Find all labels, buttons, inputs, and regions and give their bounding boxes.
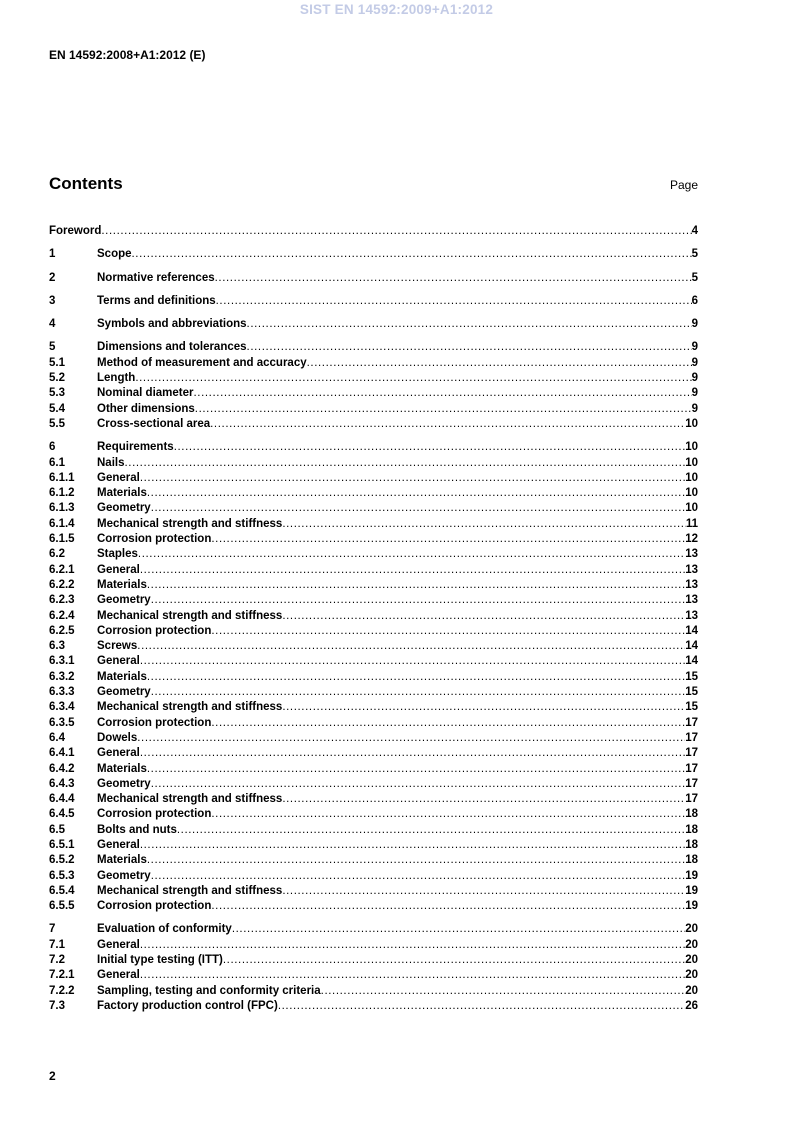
- toc-entry[interactable]: [49, 670, 698, 685]
- toc-entry-title: Symbols and abbreviations: [97, 318, 247, 331]
- toc-entry[interactable]: [49, 371, 698, 386]
- toc-entry-page: 4: [691, 225, 698, 237]
- toc-entry-number: 6.3: [49, 640, 65, 653]
- toc-entry-title: Method of measurement and accuracy: [97, 356, 307, 369]
- toc-entry-page: 10: [685, 471, 698, 484]
- toc-dot-leader: [211, 532, 685, 547]
- toc-dot-leader: [211, 807, 685, 822]
- toc-entry-page: 9: [691, 402, 698, 415]
- toc-entry-title: Factory production control (FPC): [97, 999, 278, 1012]
- toc-entry-page: 20: [685, 923, 698, 936]
- toc-entry[interactable]: [49, 440, 698, 455]
- toc-entry-title: Requirements: [97, 441, 174, 454]
- toc-dot-leader: [140, 654, 685, 669]
- toc-dot-leader: [232, 922, 685, 937]
- toc-entry-number: 7.2: [49, 954, 65, 967]
- toc-entry[interactable]: [49, 869, 698, 884]
- toc-entry-title: Dowels: [97, 731, 138, 744]
- toc-entry-number: 3: [49, 294, 56, 307]
- toc-entry-title: Mechanical strength and stiffness: [97, 701, 283, 714]
- toc-entry-number: 4: [49, 318, 56, 331]
- toc-dot-leader: [151, 685, 686, 700]
- toc-entry[interactable]: [49, 417, 698, 432]
- toc-entry-page: 5: [691, 248, 698, 261]
- toc-entry[interactable]: [49, 853, 698, 868]
- toc-entry-number: 6.2: [49, 548, 65, 561]
- toc-entry-page: 11: [685, 517, 698, 530]
- toc-dot-leader: [177, 823, 685, 838]
- toc-entry-number: 6.3.2: [49, 670, 75, 683]
- toc-group: [49, 271, 698, 286]
- toc-entry-title: General: [97, 838, 140, 851]
- toc-dot-leader: [247, 317, 692, 332]
- toc-entry-title: Normative references: [97, 271, 215, 284]
- toc-dot-leader: [321, 984, 686, 999]
- toc-entry[interactable]: [49, 456, 698, 471]
- toc-entry-page: 20: [685, 969, 698, 982]
- toc-dot-leader: [135, 371, 691, 386]
- toc-group: [49, 247, 698, 262]
- toc-dot-leader: [151, 501, 686, 516]
- toc-entry[interactable]: [49, 402, 698, 417]
- toc-dot-leader: [151, 593, 686, 608]
- toc-entry[interactable]: [49, 317, 698, 332]
- toc-entry-title: Cross-sectional area: [97, 417, 211, 430]
- toc-entry-title: Dimensions and tolerances: [97, 341, 247, 354]
- toc-entry[interactable]: [49, 884, 698, 899]
- toc-dot-leader: [211, 716, 685, 731]
- toc-dot-leader: [140, 563, 685, 578]
- toc-entry-title: Sampling, testing and conformity criteria: [97, 984, 321, 997]
- toc-entry-page: 20: [685, 984, 698, 997]
- page-column-label: Page: [669, 178, 698, 192]
- toc-entry-title: Staples: [97, 548, 138, 561]
- toc-entry[interactable]: [49, 807, 698, 822]
- toc-entry[interactable]: [49, 731, 698, 746]
- toc-entry-title: Materials: [97, 670, 147, 683]
- toc-entry-title: Geometry: [97, 502, 151, 515]
- toc-group: [49, 440, 698, 914]
- toc-dot-leader: [282, 792, 685, 807]
- toc-entry-title: Mechanical strength and stiffness: [97, 884, 283, 897]
- toc-entry-number: 6.4.5: [49, 808, 75, 821]
- toc-group: [49, 317, 698, 332]
- toc-entry-page: 10: [685, 456, 698, 469]
- toc-entry-title: Nails: [97, 456, 125, 469]
- toc-entry-number: 6.2.1: [49, 563, 75, 576]
- toc-entry-page: 18: [685, 854, 698, 867]
- toc-entry-page: 15: [685, 686, 698, 699]
- toc-entry[interactable]: [49, 777, 698, 792]
- toc-dot-leader: [211, 899, 685, 914]
- toc-group: [49, 294, 698, 309]
- toc-entry[interactable]: [49, 294, 698, 309]
- toc-entry-title: Initial type testing (ITT): [97, 954, 223, 967]
- toc-entry[interactable]: [49, 224, 698, 239]
- toc-dot-leader: [138, 547, 685, 562]
- toc-entry[interactable]: [49, 968, 698, 983]
- toc-group: [49, 922, 698, 1014]
- toc-entry-number: 5.2: [49, 372, 65, 385]
- toc-entry[interactable]: [49, 792, 698, 807]
- toc-entry-page: 9: [691, 341, 698, 354]
- toc-entry[interactable]: [49, 593, 698, 608]
- toc-entry[interactable]: [49, 486, 698, 501]
- toc-entry-title: General: [97, 655, 140, 668]
- toc-entry[interactable]: [49, 639, 698, 654]
- toc-dot-leader: [278, 999, 685, 1014]
- toc-dot-leader: [140, 938, 685, 953]
- toc-dot-leader: [307, 356, 692, 371]
- toc-dot-leader: [132, 247, 692, 262]
- toc-entry[interactable]: [49, 746, 698, 761]
- toc-entry-title: General: [97, 563, 140, 576]
- toc-dot-leader: [223, 953, 685, 968]
- toc-entry-number: 7.2.2: [49, 984, 75, 997]
- toc-entry-title: Evaluation of conformity: [97, 923, 232, 936]
- toc-dot-leader: [210, 417, 685, 432]
- toc-entry-page: 13: [685, 578, 698, 591]
- toc-entry-title: Geometry: [97, 777, 151, 790]
- toc-entry-page: 17: [685, 747, 698, 760]
- toc-entry-title: Corrosion protection: [97, 533, 212, 546]
- toc-entry-number: 6.4.3: [49, 777, 75, 790]
- toc-entry-number: 6.5.2: [49, 854, 75, 867]
- toc-entry-page: 17: [685, 762, 698, 775]
- toc-entry-title: Screws: [97, 640, 138, 653]
- toc-entry-number: 6: [49, 441, 56, 454]
- toc-entry-page: 26: [685, 999, 698, 1012]
- toc-dot-leader: [137, 731, 685, 746]
- toc-dot-leader: [140, 471, 685, 486]
- toc-dot-leader: [147, 578, 685, 593]
- toc-entry-title: Materials: [97, 578, 147, 591]
- toc-entry-title: Mechanical strength and stiffness: [97, 793, 283, 806]
- toc-entry-number: 6.5.4: [49, 884, 75, 897]
- toc-entry-page: 9: [691, 372, 698, 385]
- toc-entry-number: 6.5.5: [49, 900, 75, 913]
- toc-entry-number: 6.3.4: [49, 701, 75, 714]
- toc-entry-title: Geometry: [97, 686, 151, 699]
- toc-entry[interactable]: [49, 999, 698, 1014]
- toc-entry-title: Foreword: [49, 225, 102, 237]
- toc-entry-number: 5: [49, 341, 56, 354]
- toc-entry-title: General: [97, 938, 140, 951]
- toc-entry-title: Nominal diameter: [97, 387, 194, 400]
- toc-entry[interactable]: [49, 247, 698, 262]
- toc-dot-leader: [151, 869, 686, 884]
- toc-entry-number: 6.4.4: [49, 793, 75, 806]
- toc-entry-page: 18: [685, 808, 698, 821]
- toc-dot-leader: [282, 517, 686, 532]
- toc-entry[interactable]: [49, 716, 698, 731]
- toc-dot-leader: [147, 853, 685, 868]
- toc-entry[interactable]: [49, 547, 698, 562]
- page-number: 2: [49, 1069, 56, 1083]
- toc-entry-page: 9: [691, 356, 698, 369]
- toc-entry-page: 14: [685, 640, 698, 653]
- toc-entry[interactable]: [49, 838, 698, 853]
- toc-entry-page: 10: [685, 417, 698, 430]
- toc-entry-page: 19: [685, 900, 698, 913]
- toc-dot-leader: [140, 838, 685, 853]
- toc-entry[interactable]: [49, 953, 698, 968]
- toc-entry[interactable]: [49, 386, 698, 401]
- toc-entry-title: Materials: [97, 854, 147, 867]
- toc-entry-page: 19: [685, 884, 698, 897]
- toc-entry-page: 17: [685, 716, 698, 729]
- toc-entry-page: 10: [685, 487, 698, 500]
- document-id: EN 14592:2008+A1:2012 (E): [49, 48, 206, 62]
- toc-entry[interactable]: [49, 271, 698, 286]
- toc-entry-title: Geometry: [97, 594, 151, 607]
- toc-entry-number: 7.1: [49, 938, 65, 951]
- toc-entry-number: 6.1.1: [49, 471, 75, 484]
- toc-entry-page: 14: [685, 655, 698, 668]
- toc-entry-number: 6.2.4: [49, 609, 75, 622]
- toc-entry[interactable]: [49, 984, 698, 999]
- toc-entry-page: 13: [685, 563, 698, 576]
- toc-dot-leader: [140, 746, 685, 761]
- toc-entry-page: 9: [691, 318, 698, 331]
- toc-dot-leader: [137, 639, 685, 654]
- toc-dot-leader: [101, 224, 691, 239]
- toc-entry-page: 15: [685, 670, 698, 683]
- toc-dot-leader: [125, 456, 686, 471]
- toc-entry-title: General: [97, 969, 140, 982]
- toc-entry-page: 18: [685, 838, 698, 851]
- toc-entry-number: 7: [49, 923, 56, 936]
- toc-entry[interactable]: [49, 501, 698, 516]
- toc-dot-leader: [282, 884, 685, 899]
- toc-entry-number: 1: [49, 248, 56, 261]
- toc-dot-leader: [195, 402, 692, 417]
- toc-entry-page: 15: [685, 701, 698, 714]
- toc-entry-number: 2: [49, 271, 56, 284]
- toc-dot-leader: [147, 762, 685, 777]
- toc-entry-title: General: [97, 747, 140, 760]
- toc-entry-title: Corrosion protection: [97, 716, 212, 729]
- toc-entry-number: 6.4: [49, 731, 65, 744]
- toc-dot-leader: [216, 294, 692, 309]
- toc-entry-number: 6.3.5: [49, 716, 75, 729]
- toc-dot-leader: [194, 386, 692, 401]
- toc-entry-title: Mechanical strength and stiffness: [97, 517, 283, 530]
- toc-entry-title: Materials: [97, 487, 147, 500]
- toc-entry-number: 6.1.2: [49, 487, 75, 500]
- toc-entry-number: 5.3: [49, 387, 65, 400]
- toc-entry-title: Geometry: [97, 869, 151, 882]
- toc-entry-page: 5: [691, 271, 698, 284]
- toc-entry[interactable]: [49, 685, 698, 700]
- toc-dot-leader: [282, 700, 685, 715]
- toc-entry[interactable]: [49, 938, 698, 953]
- toc-entry-page: 17: [685, 731, 698, 744]
- toc-entry[interactable]: [49, 654, 698, 669]
- toc-entry-number: 6.5: [49, 823, 65, 836]
- toc-entry-title: Materials: [97, 762, 147, 775]
- table-of-contents: [49, 224, 698, 1022]
- toc-entry-number: 6.1.5: [49, 533, 75, 546]
- toc-entry-page: 9: [691, 387, 698, 400]
- toc-entry-number: 5.4: [49, 402, 65, 415]
- toc-entry-title: Length: [97, 372, 136, 385]
- toc-entry[interactable]: [49, 578, 698, 593]
- toc-entry-number: 6.5.3: [49, 869, 75, 882]
- toc-entry-page: 17: [685, 777, 698, 790]
- toc-dot-leader: [147, 486, 685, 501]
- toc-entry-page: 10: [685, 441, 698, 454]
- toc-entry[interactable]: [49, 356, 698, 371]
- toc-entry[interactable]: [49, 471, 698, 486]
- toc-entry[interactable]: [49, 922, 698, 937]
- toc-entry-page: 20: [685, 954, 698, 967]
- toc-entry-page: 14: [685, 624, 698, 637]
- toc-entry-title: General: [97, 471, 140, 484]
- toc-dot-leader: [140, 968, 685, 983]
- toc-entry-title: Corrosion protection: [97, 808, 212, 821]
- toc-entry[interactable]: [49, 899, 698, 914]
- toc-entry-number: 6.1: [49, 456, 65, 469]
- toc-entry-number: 6.3.1: [49, 655, 75, 668]
- toc-entry-title: Corrosion protection: [97, 900, 212, 913]
- toc-group: [49, 340, 698, 432]
- toc-entry-number: 6.2.5: [49, 624, 75, 637]
- toc-entry-number: 7.3: [49, 999, 65, 1012]
- toc-entry[interactable]: [49, 563, 698, 578]
- toc-entry[interactable]: [49, 532, 698, 547]
- toc-entry[interactable]: [49, 823, 698, 838]
- toc-entry-page: 18: [685, 823, 698, 836]
- toc-entry-title: Bolts and nuts: [97, 823, 177, 836]
- toc-entry-title: Other dimensions: [97, 402, 195, 415]
- toc-entry-page: 6: [691, 294, 698, 307]
- toc-entry-page: 20: [685, 938, 698, 951]
- toc-dot-leader: [211, 624, 685, 639]
- toc-entry-title: Terms and definitions: [97, 294, 216, 307]
- toc-entry-page: 19: [685, 869, 698, 882]
- toc-entry-number: 6.1.4: [49, 517, 75, 530]
- toc-entry-title: Scope: [97, 248, 132, 261]
- toc-entry-title: Corrosion protection: [97, 624, 212, 637]
- toc-entry-number: 5.5: [49, 417, 65, 430]
- toc-entry-number: 7.2.1: [49, 969, 75, 982]
- toc-entry[interactable]: [49, 517, 698, 532]
- toc-entry[interactable]: [49, 340, 698, 355]
- toc-dot-leader: [147, 670, 685, 685]
- toc-entry-page: 12: [685, 533, 698, 546]
- toc-dot-leader: [215, 271, 692, 286]
- toc-entry-page: 17: [685, 793, 698, 806]
- toc-entry-number: 6.4.2: [49, 762, 75, 775]
- toc-entry-page: 10: [685, 502, 698, 515]
- toc-dot-leader: [247, 340, 692, 355]
- toc-entry[interactable]: [49, 700, 698, 715]
- toc-dot-leader: [282, 609, 685, 624]
- toc-entry[interactable]: [49, 609, 698, 624]
- toc-entry-page: 13: [685, 594, 698, 607]
- toc-entry-number: 6.2.2: [49, 578, 75, 591]
- toc-entry-title: Mechanical strength and stiffness: [97, 609, 283, 622]
- toc-group: [49, 224, 698, 239]
- toc-entry-number: 6.1.3: [49, 502, 75, 515]
- toc-entry[interactable]: [49, 762, 698, 777]
- toc-entry-number: 6.4.1: [49, 747, 75, 760]
- toc-dot-leader: [174, 440, 686, 455]
- toc-entry-page: 13: [685, 548, 698, 561]
- toc-entry-page: 13: [685, 609, 698, 622]
- toc-entry-number: 6.5.1: [49, 838, 75, 851]
- toc-entry[interactable]: [49, 624, 698, 639]
- toc-entry-number: 6.2.3: [49, 594, 75, 607]
- toc-entry-number: 6.3.3: [49, 686, 75, 699]
- toc-entry-number: 5.1: [49, 356, 65, 369]
- watermark-text: SIST EN 14592:2009+A1:2012: [299, 2, 494, 17]
- toc-dot-leader: [151, 777, 686, 792]
- contents-heading: Contents: [49, 174, 123, 193]
